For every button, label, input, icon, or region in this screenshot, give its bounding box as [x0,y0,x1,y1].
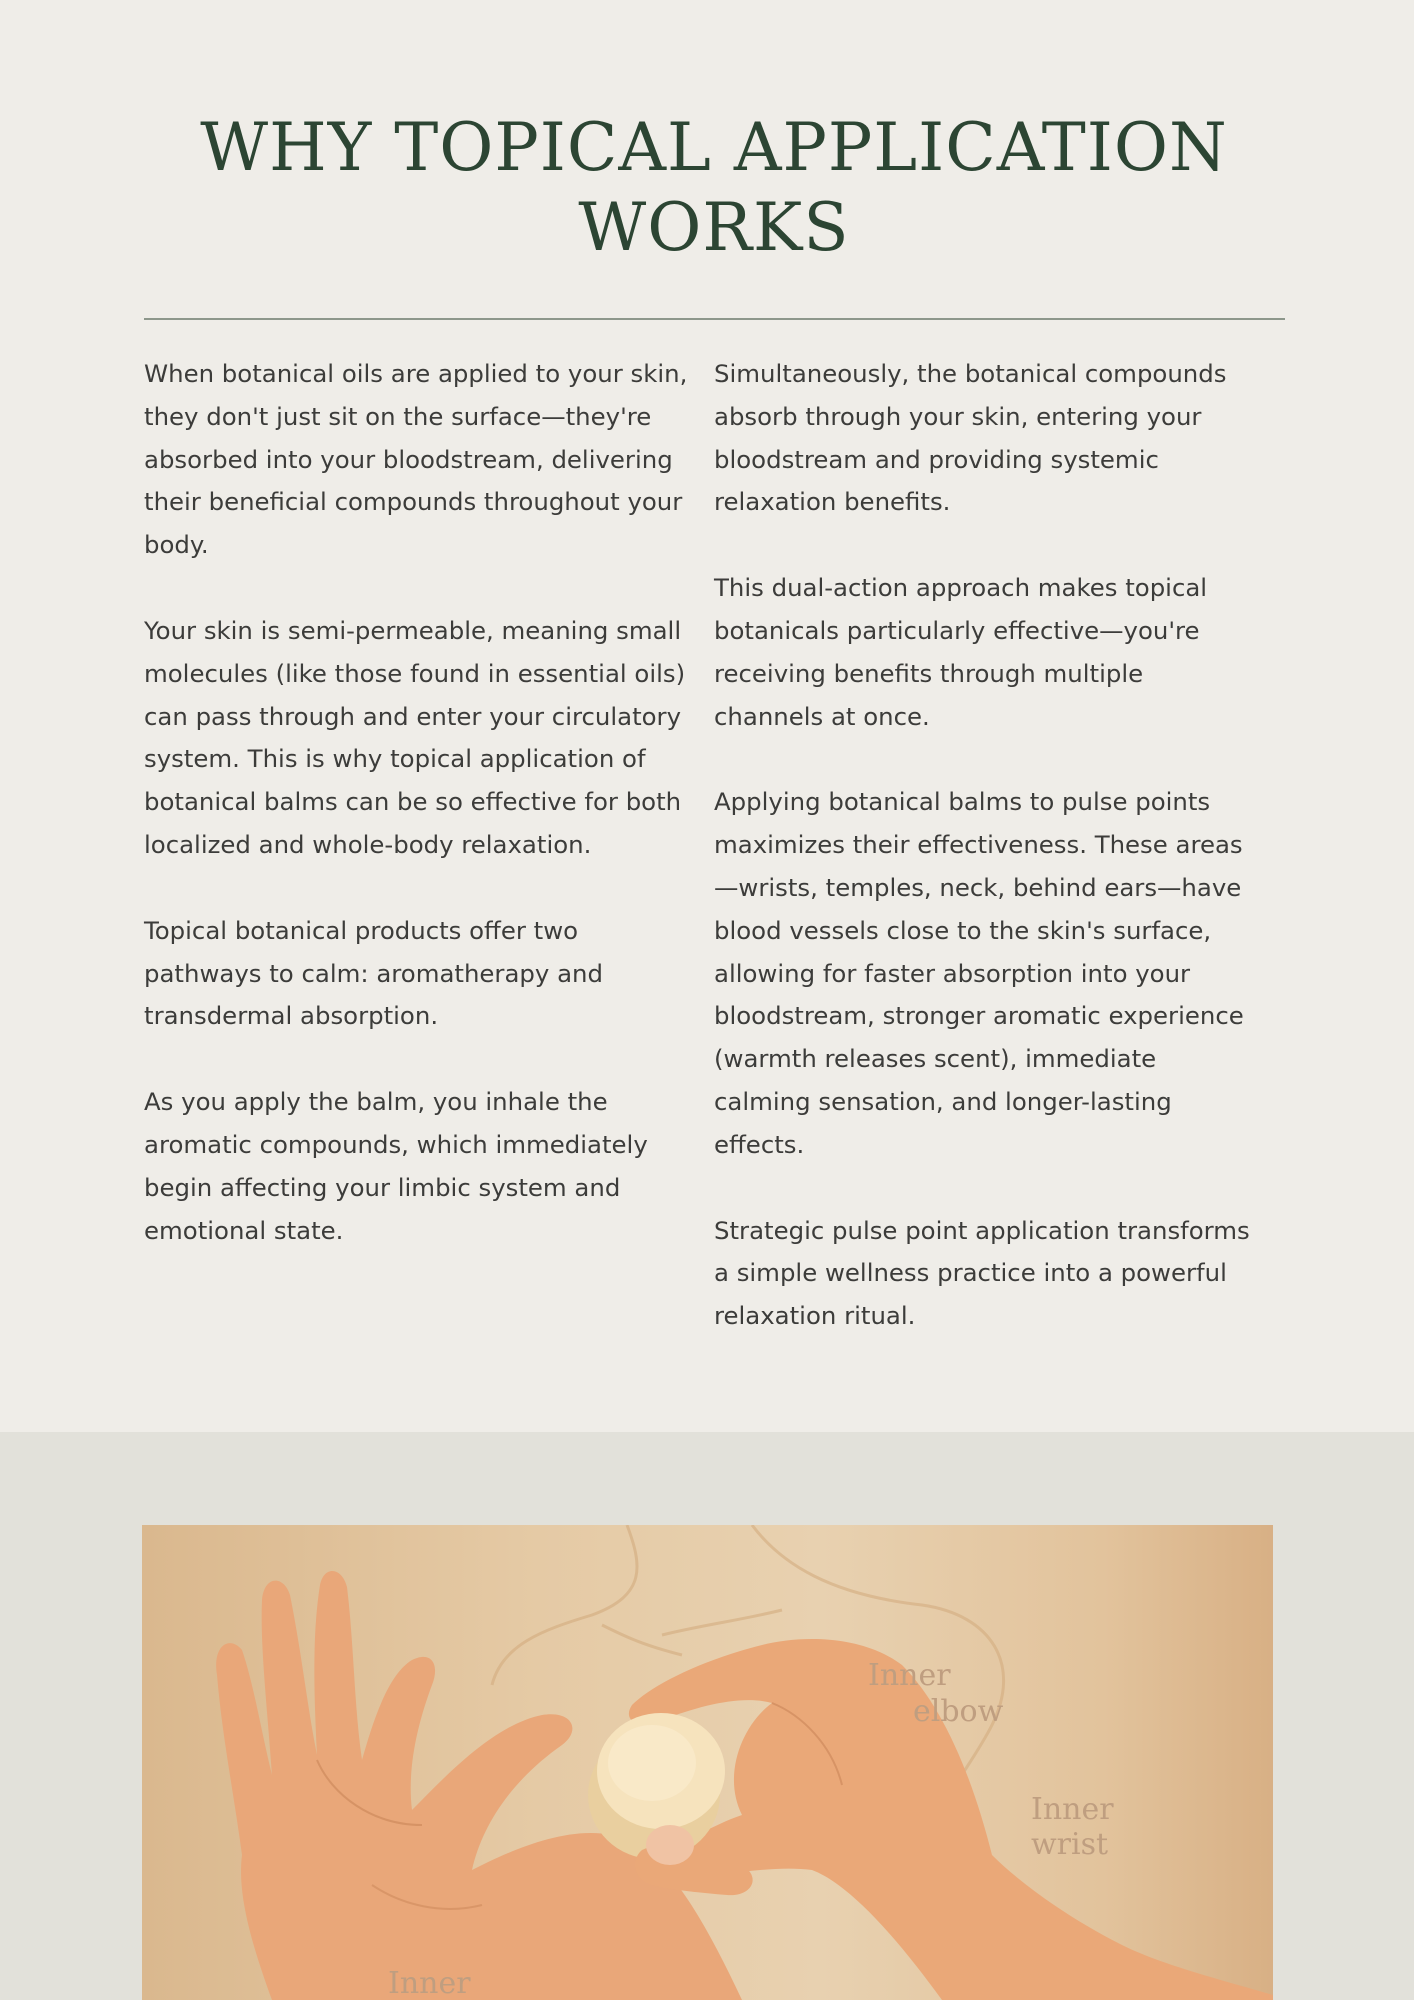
paragraph: Simultaneously, the botanical compounds absorb through your skin, entering your bloodstream and providing systemic relaxation benefits. [714,359,1227,517]
left-column [144,353,694,1295]
paragraph: Applying botanical balms to pulse points maximizes their effectiveness. These areas—wrists, temples, neck, behind ears—have blood vessels close to the skin's surface, allowing for faster absorption into your bloodstream, stronger aromatic experience (warmth releases scent), immediate calming sensation, and longer-lasting effects. [714,787,1244,1159]
paragraph: Strategic pulse point application transforms a simple wellness practice into a powerful relaxation ritual. [714,1215,1250,1331]
paragraph: Topical botanical products offer two pathways to calm: aromatherapy and transdermal absorption. [144,915,603,1031]
photo-illustration [142,1525,1273,2000]
inner-wrist-label: Inner [1031,1792,1114,1827]
hands-applying-balm-photo [142,1525,1273,2000]
thumbnail [646,1825,694,1865]
title-divider [144,318,1285,320]
paragraph: As you apply the balm, you inhale the aromatic compounds, which immediately begin affecting your limbic system and emotional state. [144,1087,648,1245]
paragraph: This dual-action approach makes topical botanicals particularly effective—you're receiving benefits through multiple channels at once. [714,573,1208,731]
paragraph: Your skin is semi-permeable, meaning small molecules (like those found in essential oils) can pass through and enter your circulatory system. This is why topical application of botanical balms can be so effective for both localized and whole-body relaxation. [144,615,686,859]
inner-wrist-label: wrist [1031,1827,1109,1862]
paragraph: When botanical oils are applied to your skin, they don't just sit on the surface—they're absorbed into your bloodstream, delivering their beneficial compounds throughout your body. [144,359,688,560]
page-title: WHY TOPICAL APPLICATION WORKS [200,109,1228,266]
right-column [714,353,1254,1381]
inner-elbow-label: Inner [868,1658,951,1693]
inner-elbow-label: elbow [913,1694,1004,1729]
inner-label: Inner [388,1966,471,2000]
